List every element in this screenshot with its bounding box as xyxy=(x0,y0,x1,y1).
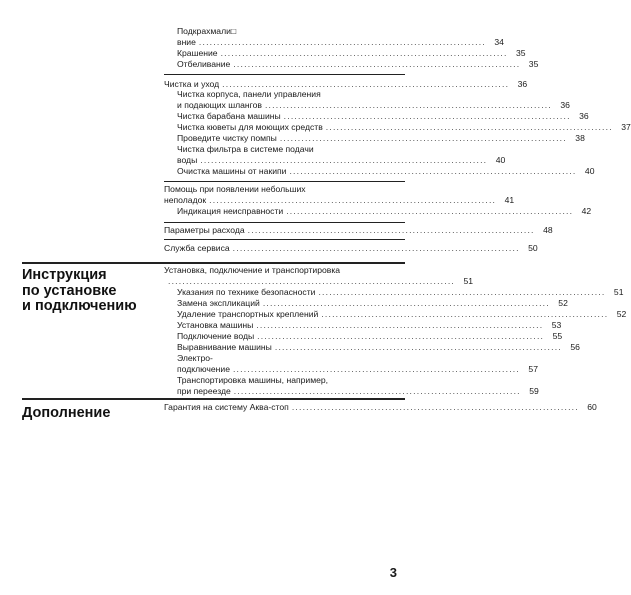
toc-dot-leader: ................................................................................ xyxy=(289,166,577,176)
toc-page-number: 51 xyxy=(463,276,474,286)
rule-install xyxy=(22,262,405,264)
rule-consumption xyxy=(164,222,405,223)
toc-page-number: 35 xyxy=(516,48,526,58)
toc-dot-leader: ................................................................................ xyxy=(233,59,521,69)
toc-page-number: 36 xyxy=(560,100,570,110)
toc-entry-title: Гарантия на систему Аква-стоп xyxy=(164,402,289,412)
toc-dot-leader: ................................................................................ xyxy=(247,225,535,235)
toc-entry-title: Чистка и уход xyxy=(164,79,220,89)
toc-page-number: 35 xyxy=(528,59,539,69)
toc-leveling[interactable] xyxy=(177,342,580,353)
toc-page-number: 36 xyxy=(579,111,589,121)
rule-help xyxy=(164,181,405,182)
toc-page-number: 42 xyxy=(581,206,592,216)
toc-dot-leader: ................................................................................ xyxy=(291,402,579,412)
toc-dot-leader: ................................................................................ xyxy=(262,298,550,308)
toc-page-number: 37 xyxy=(621,122,631,132)
toc-entry-title: Параметры расхода xyxy=(164,225,245,235)
toc-dot-leader: ................................................................................ xyxy=(233,386,521,396)
page-number: 3 xyxy=(389,565,397,580)
toc-page-number: 40 xyxy=(584,166,595,176)
toc-entry-title: воды xyxy=(177,155,198,165)
toc-dot-leader: ................................................................................ xyxy=(283,111,571,121)
toc-filter-line1: Чистка фильтра в системе подачи xyxy=(177,144,314,154)
toc-page-number: 51 xyxy=(613,287,624,297)
toc-entry-title: Индикация неисправности xyxy=(177,206,284,216)
toc-install-line1: Установка, подключение и транспортировка xyxy=(164,265,341,275)
toc-entry-title: Выравнивание машины xyxy=(177,342,272,352)
toc-dot-leader: ................................................................................ xyxy=(200,155,488,165)
toc-entry-title: Чистка кюветы для моющих средств xyxy=(177,122,323,132)
toc-entry-title: Указания по технике безопасности xyxy=(177,287,316,297)
toc-dot-leader: ................................................................................ xyxy=(232,243,520,253)
toc-page-number: 40 xyxy=(495,155,506,165)
toc-entry-title: Очистка машины от накипи xyxy=(177,166,287,176)
toc-dot-leader: ................................................................................ xyxy=(209,195,497,205)
toc-dot-leader: ................................................................................ xyxy=(279,133,567,143)
toc-page-number: 57 xyxy=(528,364,538,374)
toc-page-number: 60 xyxy=(587,402,597,412)
toc-dot-leader: ................................................................................ xyxy=(264,100,552,110)
toc-electric[interactable] xyxy=(177,364,538,375)
toc-descale[interactable] xyxy=(177,166,595,177)
toc-entry-title: при переезде xyxy=(177,386,231,396)
toc-dot-leader: ................................................................................ xyxy=(321,309,609,319)
toc-starch[interactable] xyxy=(177,37,504,48)
toc-entry-title: Проведите чистку помпы xyxy=(177,133,277,143)
toc-machine-setup[interactable] xyxy=(177,320,562,331)
toc-entry-title: Служба сервиса xyxy=(164,243,230,253)
toc-page-number: 52 xyxy=(616,309,627,319)
toc-page-number: 48 xyxy=(543,225,553,235)
toc-aquastop[interactable] xyxy=(164,402,597,413)
toc-fault[interactable] xyxy=(177,206,592,217)
toc-page-number: 56 xyxy=(570,342,580,352)
toc-safety[interactable] xyxy=(177,287,624,298)
toc-electric-line1: Электро- xyxy=(177,353,213,363)
toc-entry-title: неполадок xyxy=(164,195,207,205)
toc-page-number: 55 xyxy=(552,331,563,341)
section-title-supplement: Дополнение xyxy=(22,405,111,421)
toc-dot-leader: ................................................................................ xyxy=(318,287,606,297)
toc-page-number: 52 xyxy=(558,298,568,308)
toc-dot-leader: ................................................................................ xyxy=(168,276,456,286)
rule-service xyxy=(164,239,405,240)
toc-page-number: 38 xyxy=(575,133,585,143)
section-title-install: Инструкция по установке и подключению xyxy=(22,267,137,314)
toc-entry-title: и подающих шлангов xyxy=(177,100,262,110)
toc-dot-leader: ................................................................................ xyxy=(220,48,508,58)
toc-cuvette[interactable] xyxy=(177,122,631,133)
toc-filter[interactable] xyxy=(177,155,506,166)
toc-entry-title: Чистка барабана машины xyxy=(177,111,281,121)
toc-entry-title: Подключение воды xyxy=(177,331,255,341)
rule-care xyxy=(164,74,405,75)
toc-dot-leader: ................................................................................ xyxy=(222,79,510,89)
toc-dot-leader: ................................................................................ xyxy=(232,364,520,374)
toc-parts[interactable] xyxy=(177,298,568,309)
toc-transport-line1: Транспортировка машины, например, xyxy=(177,375,329,385)
toc-transport[interactable] xyxy=(177,386,539,397)
toc-body-line1: Чистка корпуса, панели управления xyxy=(177,89,321,99)
toc-page-number: 53 xyxy=(551,320,562,330)
toc-help[interactable] xyxy=(164,195,515,206)
toc-entry-title: Крашение xyxy=(177,48,218,58)
rule-aquastop xyxy=(22,398,405,400)
toc-pump[interactable] xyxy=(177,133,585,144)
toc-body[interactable] xyxy=(177,100,570,111)
toc-dot-leader: ................................................................................ xyxy=(286,206,574,216)
toc-help-line1: Помощь при появлении небольших xyxy=(164,184,306,194)
toc-entry-title: подключение xyxy=(177,364,230,374)
toc-entry-title: Удаление транспортных креплений xyxy=(177,309,319,319)
toc-entry-title: Установка машины xyxy=(177,320,254,330)
toc-bleaching[interactable] xyxy=(177,59,539,70)
toc-dot-leader: ................................................................................ xyxy=(256,320,544,330)
toc-dot-leader: ................................................................................ xyxy=(257,331,545,341)
toc-dot-leader: ................................................................................ xyxy=(274,342,562,352)
toc-water[interactable] xyxy=(177,331,563,342)
toc-service[interactable] xyxy=(164,243,538,254)
toc-transport-bolts[interactable] xyxy=(177,309,627,320)
toc-entry-title: Отбеливание xyxy=(177,59,231,69)
toc-entry-title: вние xyxy=(177,37,196,47)
toc-starch-line1: Подкрахмали□ xyxy=(177,26,237,36)
toc-page-number: 50 xyxy=(528,243,538,253)
toc-entry-title: Замена экспликаций xyxy=(177,298,260,308)
toc-dot-leader: ................................................................................ xyxy=(325,122,613,132)
toc-dot-leader: ................................................................................ xyxy=(198,37,486,47)
toc-install[interactable] xyxy=(164,276,474,287)
toc-page-number: 34 xyxy=(494,37,504,47)
toc-page-number: 59 xyxy=(529,386,539,396)
toc-page-number: 41 xyxy=(504,195,515,205)
toc-dyeing[interactable] xyxy=(177,48,526,59)
toc-page-number: 36 xyxy=(517,79,528,89)
toc-drum[interactable] xyxy=(177,111,589,122)
toc-consumption[interactable] xyxy=(164,225,553,236)
